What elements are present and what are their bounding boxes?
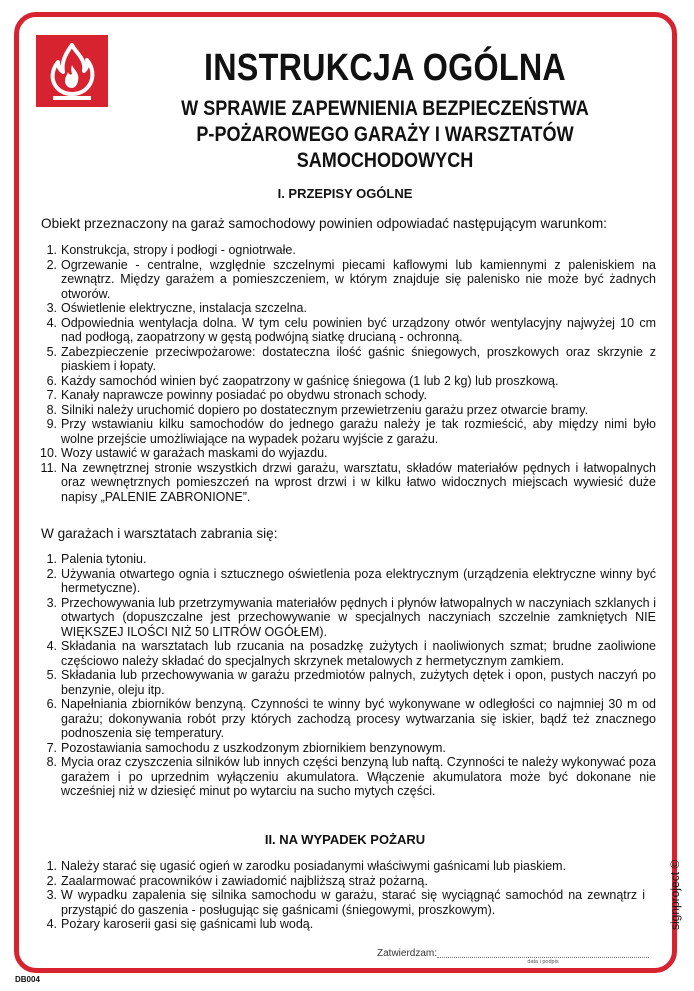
section-heading-fire: II. NA WYPADEK POŻARU [264, 832, 426, 847]
list-item [40, 403, 656, 418]
list-item [40, 345, 656, 374]
list-item-number: 8. [46, 755, 57, 769]
general-rules-list [40, 243, 656, 504]
list-item-number: 4. [46, 917, 57, 931]
brand-label: signproject © [668, 859, 682, 930]
list-item-number: 8. [46, 402, 57, 417]
list-item-number: 6. [46, 373, 57, 388]
list-item-text: Mycia oraz czyszczenia silników lub innych części benzyną lub naftą. Czynności te należy wykonywać poza garażem i po uprzednim wyłączeniu akumulatora. Włączenie akumulatora może być dokonane nie wcześniej niż w dziesięć minut po wytarciu na sucho mytych części. [61, 755, 656, 798]
list-item-text: Należy starać się ugasić ogień w zarodku posiadanymi właściwymi gaśnicami lub piaskiem. [61, 859, 567, 873]
list-item-text: Oświetlenie elektryczne, instalacja szczelna. [61, 301, 307, 315]
list-item [40, 374, 656, 389]
list-item [40, 446, 656, 461]
section-lead-conditions: Obiekt przeznaczony na garaż samochodowy powinien odpowiadać następującym warunkom: [41, 216, 607, 231]
list-item-number: 10. [40, 446, 58, 460]
list-item-number: 9. [46, 417, 57, 431]
list-item [40, 697, 656, 741]
list-item-number: 1. [46, 859, 57, 873]
subtitle-line-2: P-POŻAROWEGO GARAŻY I WARSZTATÓW SAMOCHODOWYCH [196, 123, 574, 172]
list-item-text: Ogrzewanie - centralne, względnie szczelnymi piecami kaflowymi lub kamiennymi z paleniskiem na zewnątrz. Między garażem a pomieszczeniem, w którym znajduje się palenisko nie może być żadnych otworów. [61, 257, 656, 301]
list-item [40, 388, 656, 403]
list-item [40, 859, 656, 874]
list-item [40, 668, 656, 697]
list-item-number: 1. [46, 243, 57, 257]
list-item-number: 4. [46, 315, 57, 330]
list-item-number: 3. [46, 888, 57, 902]
list-item-text: Każdy samochód winien być zaopatrzony w gaśnicę śniegowa (1 lub 2 kg) lub proszkową. [61, 373, 559, 388]
list-item-text: Pozostawiania samochodu z uszkodzonym zbiornikiem benzynowym. [61, 740, 446, 755]
list-item-number: 3. [46, 595, 57, 610]
list-item-text: Konstrukcja, stropy i podłogi - ogniotrwałe. [61, 243, 296, 257]
subtitle-line-1: W SPRAWIE ZAPEWNIENIA BEZPIECZEŃSTWA [181, 97, 589, 120]
signature-line [437, 957, 649, 958]
list-item-number: 5. [46, 668, 57, 682]
list-item-text: Zaalarmować pracowników i zawiadomić najbliższą straż pożarną. [61, 873, 428, 888]
list-item-text: Na zewnętrznej stronie wszystkich drzwi garażu, warsztatu, składów materiałów pędnych i łatwopalnych oraz wewnętrznych pomieszczeń na wprost drzwi i w kilku łatwo widocznych miejscach wywiesić duże napisy „PALENIE ZABRONIONE”. [61, 460, 656, 504]
list-item-text: Silniki należy uruchomić dopiero po dostatecznym przewietrzeniu garażu przez otwarcie bramy. [61, 402, 589, 417]
list-item-text: W wypadku zapalenia się silnika samochodu w garażu, starać się wyciągnąć samochód na zewnątrz i przystąpić do gaszenia - posługując się gaśnicami (śniegowymi, proszkowym). [61, 888, 645, 917]
list-item-text: Składania na warsztatach lub rzucania na posadzkę zużytych i naoliwionych szmat; brudne zaoliwione częściowo należy składać do specjalnych skrzynek metalowych z hermetycznym zamkiem. [61, 639, 656, 668]
list-item [40, 639, 656, 668]
list-item [40, 461, 656, 505]
list-item-text: Palenia tytoniu. [61, 552, 147, 566]
list-item [40, 874, 656, 889]
section-lead-prohibited: W garażach i warsztatach zabrania się: [41, 526, 278, 541]
list-item-number: 2. [46, 873, 57, 888]
list-item-number: 3. [46, 301, 57, 315]
fire-procedure-list [40, 859, 656, 932]
list-item-number: 2. [46, 257, 57, 272]
list-item-text: Napełniania zbiorników benzyną. Czynności te winny być wykonywane w odległości co najmniej 30 m od garażu; dokonywania robót przy których zachodzą procesy wytwarzania się iskier, bądź też znacznego podnoszenia się temperatury. [61, 697, 656, 740]
list-item [40, 243, 656, 258]
prohibited-actions-list [40, 552, 656, 799]
list-item-text: Składania lub przechowywania w garażu przedmiotów palnych, zużytych dętek i opon, pustych naczyń po benzynie, oleju itp. [61, 668, 656, 697]
list-item-text: Przy wstawianiu kilku samochodów do jednego garażu należy je tak rozmieścić, aby między nimi było wolne przejście umożliwiające na wypadek pożaru wyjście z garażu. [61, 417, 656, 446]
page-subtitle [149, 96, 622, 174]
list-item-text: Przechowywania lub przetrzymywania materiałów pędnych i płynów łatwopalnych w naczyniach szklanych i otwartych (dopuszczalne jest przechowywanie w specjalnych naczyniach szczelnie zamkniętych NIE WIĘKSZEJ ILOŚCI NIŻ 50 LITRÓW OGÓŁEM). [61, 595, 656, 639]
page-title: INSTRUKCJA OGÓLNA [203, 47, 567, 89]
signature-caption: data i podpis [527, 959, 559, 965]
list-item [40, 552, 656, 567]
flammable-logo [36, 35, 108, 107]
list-item-text: Odpowiednia wentylacja dolna. W tym celu powinien być urządzony otwór wentylacyjny najwyżej 10 cm nad podłogą, zaopatrzony w gęstą podwójną siatkę drucianą - ochronną. [61, 315, 656, 344]
list-item [40, 417, 656, 446]
list-item [40, 917, 656, 932]
list-item [40, 316, 656, 345]
list-item [40, 567, 656, 596]
list-item-number: 6. [46, 697, 57, 711]
list-item-text: Pożary karoserii gasi się gaśnicami lub wodą. [61, 917, 314, 931]
list-item-number: 7. [46, 740, 57, 755]
list-item [40, 888, 645, 917]
list-item-number: 5. [46, 344, 57, 359]
list-item-text: Zabezpieczenie przeciwpożarowe: dostateczna ilość gaśnic śniegowych, proszkowych oraz skrzynie z piaskiem i łopaty. [61, 344, 656, 373]
list-item [40, 258, 656, 302]
list-item-text: Używania otwartego ognia i sztucznego oświetlenia poza elektrycznym (urządzenia elektryczne winny być hermetyczne). [61, 566, 656, 595]
section-heading-general: I. PRZEPISY OGÓLNE [277, 186, 413, 201]
list-item [40, 741, 656, 756]
list-item-number: 11. [40, 460, 57, 475]
list-item [40, 755, 656, 799]
flame-icon [36, 35, 108, 107]
list-item [40, 596, 656, 640]
list-item-number: 2. [46, 566, 57, 581]
list-item-number: 4. [46, 639, 57, 653]
list-item [40, 301, 656, 316]
list-item-text: Kanały naprawcze powinny posiadać po obydwu stronach schody. [61, 388, 427, 402]
list-item-number: 7. [46, 388, 57, 402]
approve-label: Zatwierdzam: [377, 948, 438, 959]
list-item-number: 1. [46, 552, 57, 566]
list-item-text: Wozy ustawić w garażach maskami do wyjazdu. [61, 446, 328, 460]
product-code: DB004 [15, 975, 40, 984]
